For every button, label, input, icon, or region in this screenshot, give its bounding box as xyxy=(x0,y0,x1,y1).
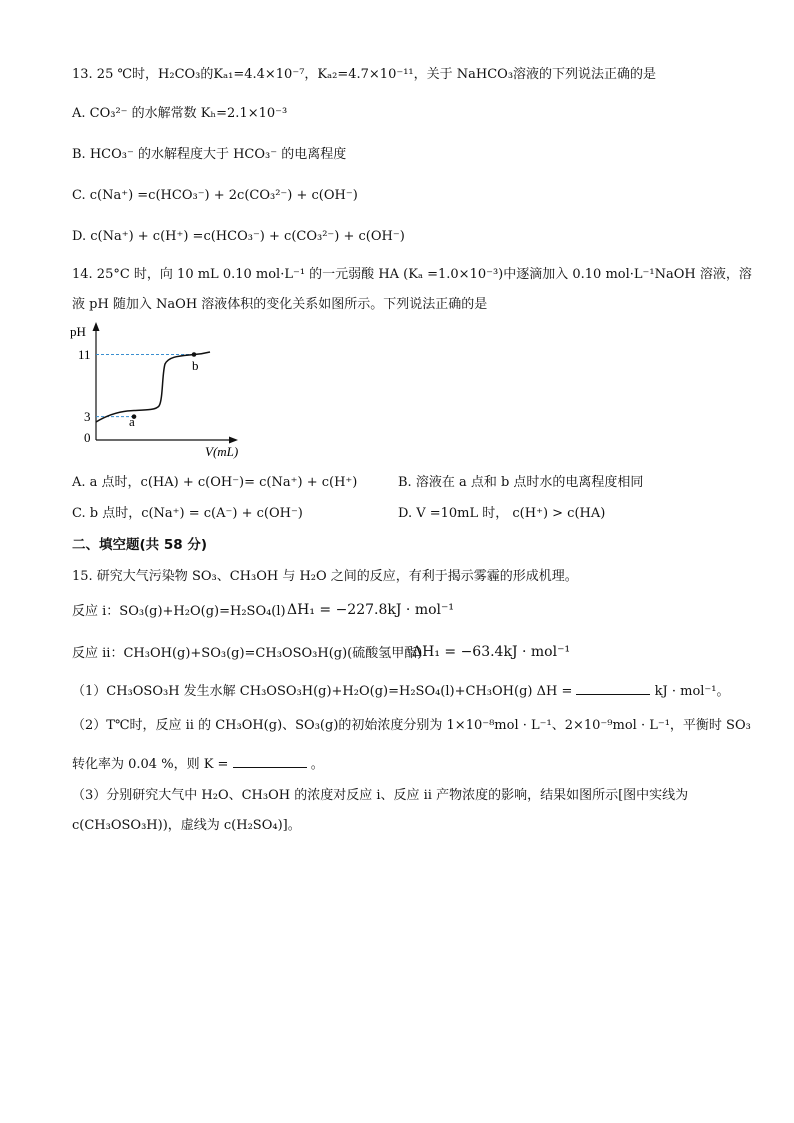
q15-part2-text: 转化率为 0.04 %，则 K = xyxy=(72,757,229,772)
point-a-label: a xyxy=(129,414,135,429)
y-tick-11: 11 xyxy=(78,347,91,362)
q13-stem: 13. 25 ℃时，H₂CO₃的Kₐ₁=4.4×10⁻⁷，Kₐ₂=4.7×10⁻¹¹，关于 NaHCO₃溶液的下列说法正确的是 xyxy=(72,67,657,82)
q15-part2-line1: （2）T℃时，反应 ii 的 CH₃OH(g)、SO₃(g)的初始浓度分别为 1×10⁻⁸mol · L⁻¹、2×10⁻⁹mol · L⁻¹，平衡时 SO₃ xyxy=(72,718,751,733)
q15-part3-line1: （3）分别研究大气中 H₂O、CH₃OH 的浓度对反应 i、反应 ii 产物浓度的影响，结果如图所示[图中实线为 xyxy=(72,788,689,803)
q14-stem-line2: 液 pH 随加入 NaOH 溶液体积的变化关系如图所示。下列说法正确的是 xyxy=(72,297,488,312)
reaction-ii-equation: 反应 ii：CH₃OH(g)+SO₃(g)=CH₃OSO₃H(g)(硫酸氢甲酯) xyxy=(72,646,423,661)
q14-option-b: B. 溶液在 a 点和 b 点时水的电离程度相同 xyxy=(398,475,644,490)
q15-part3-line2: c(CH₃OSO₃H))，虚线为 c(H₂SO₄)]。 xyxy=(72,818,301,833)
y-axis-arrow xyxy=(93,322,100,331)
x-axis-arrow xyxy=(229,437,238,444)
point-b xyxy=(192,352,197,357)
q15-part1-answer-blank[interactable] xyxy=(576,682,650,695)
q15-part2-end: 。 xyxy=(310,757,324,772)
y-tick-3: 3 xyxy=(84,409,91,425)
q15-part2-answer-blank[interactable] xyxy=(233,755,307,768)
q15-part2-line2 xyxy=(72,755,324,774)
q15-part1-text: （1）CH₃OSO₃H 发生水解 CH₃OSO₃H(g)+H₂O(g)=H₂SO₄(l)+CH₃OH(g) ΔH = xyxy=(72,684,573,699)
q15-part1 xyxy=(72,682,730,701)
section-title: 二、填空题(共 58 分) xyxy=(72,537,208,553)
q13-option-d: D. c(Na⁺) + c(H⁺) =c(HCO₃⁻) + c(CO₃²⁻) + c(OH⁻) xyxy=(72,229,405,244)
q15-part1-unit: kJ · mol⁻¹。 xyxy=(654,684,730,699)
q14-option-a: A. a 点时，c(HA) + c(OH⁻)= c(Na⁺) + c(H⁺) xyxy=(72,475,358,490)
ph-titration-chart xyxy=(60,318,260,463)
point-b-label: b xyxy=(192,358,199,373)
q14-option-c: C. b 点时，c(Na⁺) = c(A⁻) + c(OH⁻) xyxy=(72,506,303,521)
q14-option-d: D. V =10mL 时， c(H⁺) > c(HA) xyxy=(398,506,606,521)
q13-option-b: B. HCO₃⁻ 的水解程度大于 HCO₃⁻ 的电离程度 xyxy=(72,147,347,162)
reaction-i-enthalpy: ΔH₁ = −227.8kJ · mol⁻¹ xyxy=(287,602,455,618)
reaction-i-equation: 反应 i：SO₃(g)+H₂O(g)=H₂SO₄(l) xyxy=(72,604,286,619)
q14-stem-line1: 14. 25°C 时，向 10 mL 0.10 mol·L⁻¹ 的一元弱酸 HA (Kₐ =1.0×10⁻³)中逐滴加入 0.10 mol·L⁻¹NaOH 溶液，溶 xyxy=(72,267,752,282)
y-axis-label: pH xyxy=(70,324,86,339)
reaction-ii-enthalpy: ΔH₁ = −63.4kJ · mol⁻¹ xyxy=(412,644,571,660)
x-axis-label: V(mL) xyxy=(205,444,239,459)
q13-option-a: A. CO₃²⁻ 的水解常数 Kₕ=2.1×10⁻³ xyxy=(72,106,288,121)
q15-stem: 15. 研究大气污染物 SO₃、CH₃OH 与 H₂O 之间的反应，有利于揭示雾霾的形成机理。 xyxy=(72,569,578,584)
q13-option-c: C. c(Na⁺) =c(HCO₃⁻) + 2c(CO₃²⁻) + c(OH⁻) xyxy=(72,188,358,203)
origin-label: 0 xyxy=(84,430,91,445)
